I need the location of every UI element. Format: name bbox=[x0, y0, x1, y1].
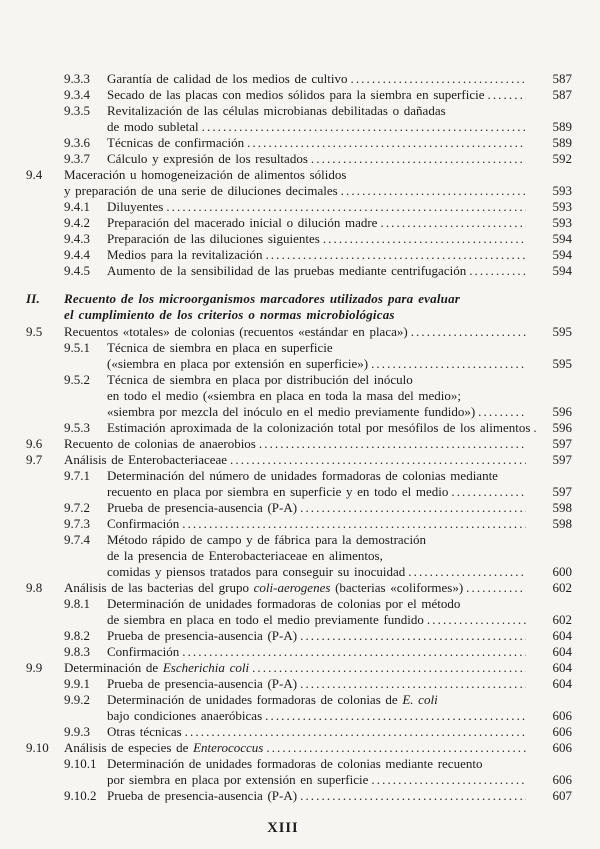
entry-number: 9.4 bbox=[26, 167, 43, 182]
entry-title bbox=[107, 135, 572, 151]
entry-title-text: de modo subletal bbox=[107, 119, 199, 134]
dot-leader bbox=[380, 215, 526, 231]
entry-number: 9.9.2 bbox=[64, 692, 90, 707]
entry-number: 9.5.1 bbox=[64, 340, 90, 355]
entry-title bbox=[107, 500, 572, 516]
dot-leader bbox=[408, 564, 526, 580]
entry-title bbox=[64, 167, 572, 199]
entry-title-text: Confirmación bbox=[107, 644, 180, 659]
dot-leader bbox=[202, 119, 526, 135]
entry-number: 9.10 bbox=[26, 740, 49, 755]
entry-title bbox=[107, 596, 572, 628]
entry-number: 9.7.1 bbox=[64, 468, 90, 483]
entry-title bbox=[107, 468, 572, 500]
toc-entry bbox=[0, 247, 572, 263]
entry-title-text: por siembra en placa por extensión en superficie bbox=[107, 772, 369, 787]
entry-page-number: 596 bbox=[552, 404, 572, 419]
entry-number: 9.8.1 bbox=[64, 596, 90, 611]
toc-entry bbox=[0, 660, 572, 676]
entry-title-text: Prueba de presencia-ausencia (P-A) bbox=[107, 628, 298, 643]
entry-title bbox=[64, 291, 572, 323]
dot-leader bbox=[265, 247, 526, 263]
page-footer bbox=[0, 820, 600, 837]
dot-leader bbox=[371, 356, 526, 372]
entry-number: 9.3.5 bbox=[64, 103, 90, 118]
entry-title bbox=[64, 436, 572, 452]
entry-title-text: Preparación de las diluciones siguientes bbox=[107, 231, 320, 246]
entry-number: 9.3.7 bbox=[64, 151, 90, 166]
dot-leader bbox=[341, 183, 526, 199]
toc-entry bbox=[0, 628, 572, 644]
entry-number: 9.5.3 bbox=[64, 420, 90, 435]
toc-entry bbox=[0, 516, 572, 532]
entry-title bbox=[107, 724, 572, 740]
entry-page-number: 597 bbox=[552, 436, 572, 451]
toc-entry bbox=[0, 231, 572, 247]
entry-title-line: Técnica de siembra en placa por distribución del inóculo bbox=[107, 372, 413, 387]
entry-title-text: Determinación de Escherichia coli bbox=[64, 660, 250, 675]
entry-number: 9.8.3 bbox=[64, 644, 90, 659]
entry-number: 9.3.3 bbox=[64, 71, 90, 86]
toc-entry bbox=[0, 644, 572, 660]
toc-entry bbox=[0, 71, 572, 87]
dot-leader bbox=[230, 452, 526, 468]
entry-title bbox=[107, 420, 572, 436]
entry-title-text: comidas y piensos tratados para conseguir su inocuidad bbox=[107, 564, 406, 579]
dot-leader bbox=[252, 660, 526, 676]
entry-page-number: 594 bbox=[552, 263, 572, 278]
entry-title-text: Medios para la revitalización bbox=[107, 247, 263, 262]
toc-entry bbox=[0, 532, 572, 580]
entry-number: 9.9.3 bbox=[64, 724, 90, 739]
entry-title-text: Análisis de las bacterias del grupo coli-aerogenes (bacterias «coliformes») bbox=[64, 580, 464, 595]
toc-entry bbox=[0, 215, 572, 231]
dot-leader bbox=[300, 676, 526, 692]
dot-leader bbox=[469, 263, 526, 279]
dot-leader bbox=[300, 628, 526, 644]
entry-number: 9.4.5 bbox=[64, 263, 90, 278]
toc-entry bbox=[0, 596, 572, 628]
toc-entry bbox=[0, 756, 572, 788]
dot-leader bbox=[166, 199, 526, 215]
entry-number: 9.7.4 bbox=[64, 532, 90, 547]
entry-title bbox=[107, 628, 572, 644]
entry-title bbox=[107, 247, 572, 263]
entry-title bbox=[107, 103, 572, 135]
entry-page-number: 595 bbox=[552, 324, 572, 339]
entry-page-number: 592 bbox=[552, 151, 572, 166]
entry-title-text: Análisis de especies de Enterococcus bbox=[64, 740, 264, 755]
entry-number: 9.8.2 bbox=[64, 628, 90, 643]
entry-title-line: Determinación de unidades formadoras de colonias mediante recuento bbox=[107, 756, 483, 771]
dot-leader bbox=[300, 500, 526, 516]
entry-page-number: 606 bbox=[552, 740, 572, 755]
entry-title bbox=[107, 372, 572, 420]
entry-number: 9.6 bbox=[26, 436, 43, 451]
entry-title bbox=[107, 231, 572, 247]
entry-title-text: Confirmación bbox=[107, 516, 180, 531]
entry-title bbox=[107, 151, 572, 167]
entry-page-number: 587 bbox=[552, 87, 572, 102]
entry-page-number: 593 bbox=[552, 199, 572, 214]
entry-number: 9.7.2 bbox=[64, 500, 90, 515]
entry-title-text: «siembra por mezcla del inóculo en el medio previamente fundido») bbox=[107, 404, 476, 419]
entry-title-text: («siembra en placa por extensión en superficie») bbox=[107, 356, 369, 371]
entry-title-text: Análisis de Enterobacteriaceae bbox=[64, 452, 228, 467]
entry-title-text: Garantía de calidad de los medios de cultivo bbox=[107, 71, 348, 86]
entry-number: II. bbox=[26, 291, 40, 306]
toc-entry bbox=[0, 788, 572, 804]
entry-page-number: 597 bbox=[552, 484, 572, 499]
entry-page-number: 593 bbox=[552, 183, 572, 198]
entry-number: 9.7.3 bbox=[64, 516, 90, 531]
entry-page-number: 602 bbox=[552, 612, 572, 627]
entry-number: 9.4.4 bbox=[64, 247, 90, 262]
entry-title bbox=[107, 263, 572, 279]
entry-title-text: Otras técnicas bbox=[107, 724, 182, 739]
entry-title-line: Determinación de unidades formadoras de colonias por el método bbox=[107, 596, 461, 611]
entry-title bbox=[107, 215, 572, 231]
entry-title bbox=[64, 324, 572, 340]
dot-leader bbox=[466, 580, 526, 596]
dot-leader bbox=[185, 724, 526, 740]
entry-title-text: recuento en placa por siembra en superficie y en todo el medio bbox=[107, 484, 449, 499]
entry-title-line: Determinación de unidades formadoras de colonias de E. coli bbox=[107, 692, 438, 707]
entry-title-text: Aumento de la sensibilidad de las pruebas mediante centrifugación bbox=[107, 263, 467, 278]
entry-page-number: 607 bbox=[552, 788, 572, 803]
entry-page-number: 604 bbox=[552, 676, 572, 691]
entry-title bbox=[64, 452, 572, 468]
entry-page-number: 606 bbox=[552, 708, 572, 723]
entry-page-number: 597 bbox=[552, 452, 572, 467]
toc-entry bbox=[0, 500, 572, 516]
toc-entry bbox=[0, 692, 572, 724]
entry-title bbox=[107, 199, 572, 215]
entry-number: 9.4.3 bbox=[64, 231, 90, 246]
dot-leader bbox=[182, 644, 526, 660]
entry-title bbox=[107, 71, 572, 87]
entry-title bbox=[107, 532, 572, 580]
toc-entry bbox=[0, 468, 572, 500]
toc-entry bbox=[0, 135, 572, 151]
toc-entry bbox=[0, 151, 572, 167]
entry-title-text: Secado de las placas con medios sólidos para la siembra en superficie bbox=[107, 87, 485, 102]
entry-title bbox=[107, 756, 572, 788]
entry-title-text: de siembra en placa en todo el medio previamente fundido bbox=[107, 612, 424, 627]
folio-number: XIII bbox=[267, 820, 299, 836]
dot-leader bbox=[411, 324, 526, 340]
toc-entry bbox=[0, 167, 572, 199]
entry-page-number: 594 bbox=[552, 231, 572, 246]
entry-page-number: 600 bbox=[552, 564, 572, 579]
toc-entry bbox=[0, 452, 572, 468]
entry-page-number: 587 bbox=[552, 71, 572, 86]
entry-title bbox=[107, 516, 572, 532]
entry-title-text: bajo condiciones anaeróbicas bbox=[107, 708, 263, 723]
toc-entry bbox=[0, 676, 572, 692]
dot-leader bbox=[478, 404, 526, 420]
entry-title-text: Estimación aproximada de la colonización total por mesófilos de los alimentos bbox=[107, 420, 531, 435]
entry-number: 9.3.6 bbox=[64, 135, 90, 150]
entry-number: 9.7 bbox=[26, 452, 43, 467]
entry-title bbox=[64, 580, 572, 596]
dot-leader bbox=[266, 740, 526, 756]
entry-title-line: Determinación del número de unidades formadoras de colonias mediante bbox=[107, 468, 498, 483]
toc-entry bbox=[0, 372, 572, 420]
entry-title-line: Revitalización de las células microbianas debilitadas o dañadas bbox=[107, 103, 446, 118]
entry-title-text: Técnicas de confirmación bbox=[107, 135, 245, 150]
toc-entry bbox=[0, 580, 572, 596]
entry-title-text: Prueba de presencia-ausencia (P-A) bbox=[107, 500, 298, 515]
entry-title bbox=[64, 740, 572, 756]
entry-page-number: 604 bbox=[552, 660, 572, 675]
dot-leader bbox=[451, 484, 526, 500]
entry-page-number: 596 bbox=[552, 420, 572, 435]
dot-leader bbox=[259, 436, 526, 452]
entry-page-number: 604 bbox=[552, 644, 572, 659]
entry-title bbox=[107, 692, 572, 724]
entry-number: 9.9.1 bbox=[64, 676, 90, 691]
dot-leader bbox=[350, 71, 526, 87]
entry-page-number: 593 bbox=[552, 215, 572, 230]
entry-page-number: 594 bbox=[552, 247, 572, 262]
dot-leader bbox=[311, 151, 526, 167]
dot-leader bbox=[427, 612, 526, 628]
entry-title-line: en todo el medio («siembra en placa en toda la masa del medio»; bbox=[107, 388, 461, 403]
toc-entry bbox=[0, 724, 572, 740]
entry-title-line: de la presencia de Enterobacteriaceae en alimentos, bbox=[107, 548, 383, 563]
entry-number: 9.10.1 bbox=[64, 756, 97, 771]
toc-entry bbox=[0, 199, 572, 215]
entry-number: 9.5.2 bbox=[64, 372, 90, 387]
toc-entry bbox=[0, 436, 572, 452]
entry-page-number: 598 bbox=[552, 500, 572, 515]
entry-page-number: 589 bbox=[552, 119, 572, 134]
toc-entry bbox=[0, 263, 572, 279]
entry-title bbox=[107, 788, 572, 804]
entry-title-text: Cálculo y expresión de los resultados bbox=[107, 151, 308, 166]
entry-page-number: 604 bbox=[552, 628, 572, 643]
entry-number: 9.10.2 bbox=[64, 788, 97, 803]
entry-title-text: Prueba de presencia-ausencia (P-A) bbox=[107, 676, 298, 691]
dot-leader bbox=[323, 231, 526, 247]
entry-page-number: 606 bbox=[552, 724, 572, 739]
dot-leader bbox=[371, 772, 526, 788]
entry-number: 9.8 bbox=[26, 580, 43, 595]
dot-leader bbox=[247, 135, 526, 151]
entry-number: 9.9 bbox=[26, 660, 43, 675]
entry-title-text: Recuentos «totales» de colonias (recuentos «estándar en placa») bbox=[64, 324, 408, 339]
entry-title-line: Técnica de siembra en placa en superficie bbox=[107, 340, 333, 355]
entry-title-line: Maceración u homogeneización de alimentos sólidos bbox=[64, 167, 347, 182]
toc-section-heading bbox=[0, 291, 572, 323]
dot-leader bbox=[265, 708, 526, 724]
entry-title bbox=[107, 676, 572, 692]
entry-page-number: 589 bbox=[552, 135, 572, 150]
entry-page-number: 602 bbox=[552, 580, 572, 595]
entry-title bbox=[107, 87, 572, 103]
toc-entry bbox=[0, 324, 572, 340]
entry-title bbox=[64, 660, 572, 676]
dot-leader bbox=[300, 788, 526, 804]
toc-entry bbox=[0, 740, 572, 756]
toc-entry bbox=[0, 340, 572, 372]
entry-number: 9.4.2 bbox=[64, 215, 90, 230]
entry-title-text: Recuento de colonias de anaerobios bbox=[64, 436, 256, 451]
entry-title-text: Diluyentes bbox=[107, 199, 164, 214]
entry-page-number: 598 bbox=[552, 516, 572, 531]
entry-title-text: y preparación de una serie de diluciones decimales bbox=[64, 183, 338, 198]
entry-page-number: 595 bbox=[552, 356, 572, 371]
dot-leader bbox=[487, 87, 526, 103]
dot-leader bbox=[182, 516, 526, 532]
entry-title bbox=[107, 340, 572, 372]
toc-entry bbox=[0, 103, 572, 135]
entry-number: 9.3.4 bbox=[64, 87, 90, 102]
entry-title-text: Prueba de presencia-ausencia (P-A) bbox=[107, 788, 298, 803]
toc-entry bbox=[0, 420, 572, 436]
entry-title-line: el cumplimiento de los criterios o normas microbiológicas bbox=[64, 307, 395, 322]
toc-entry bbox=[0, 87, 572, 103]
entry-number: 9.5 bbox=[26, 324, 43, 339]
entry-title-line: Método rápido de campo y de fábrica para la demostración bbox=[107, 532, 427, 547]
entry-title-text: Preparación del macerado inicial o dilución madre bbox=[107, 215, 378, 230]
entry-page-number: 606 bbox=[552, 772, 572, 787]
entry-title-line: Recuento de los microorganismos marcadores utilizados para evaluar bbox=[64, 291, 461, 306]
entry-title bbox=[107, 644, 572, 660]
entry-number: 9.4.1 bbox=[64, 199, 90, 214]
